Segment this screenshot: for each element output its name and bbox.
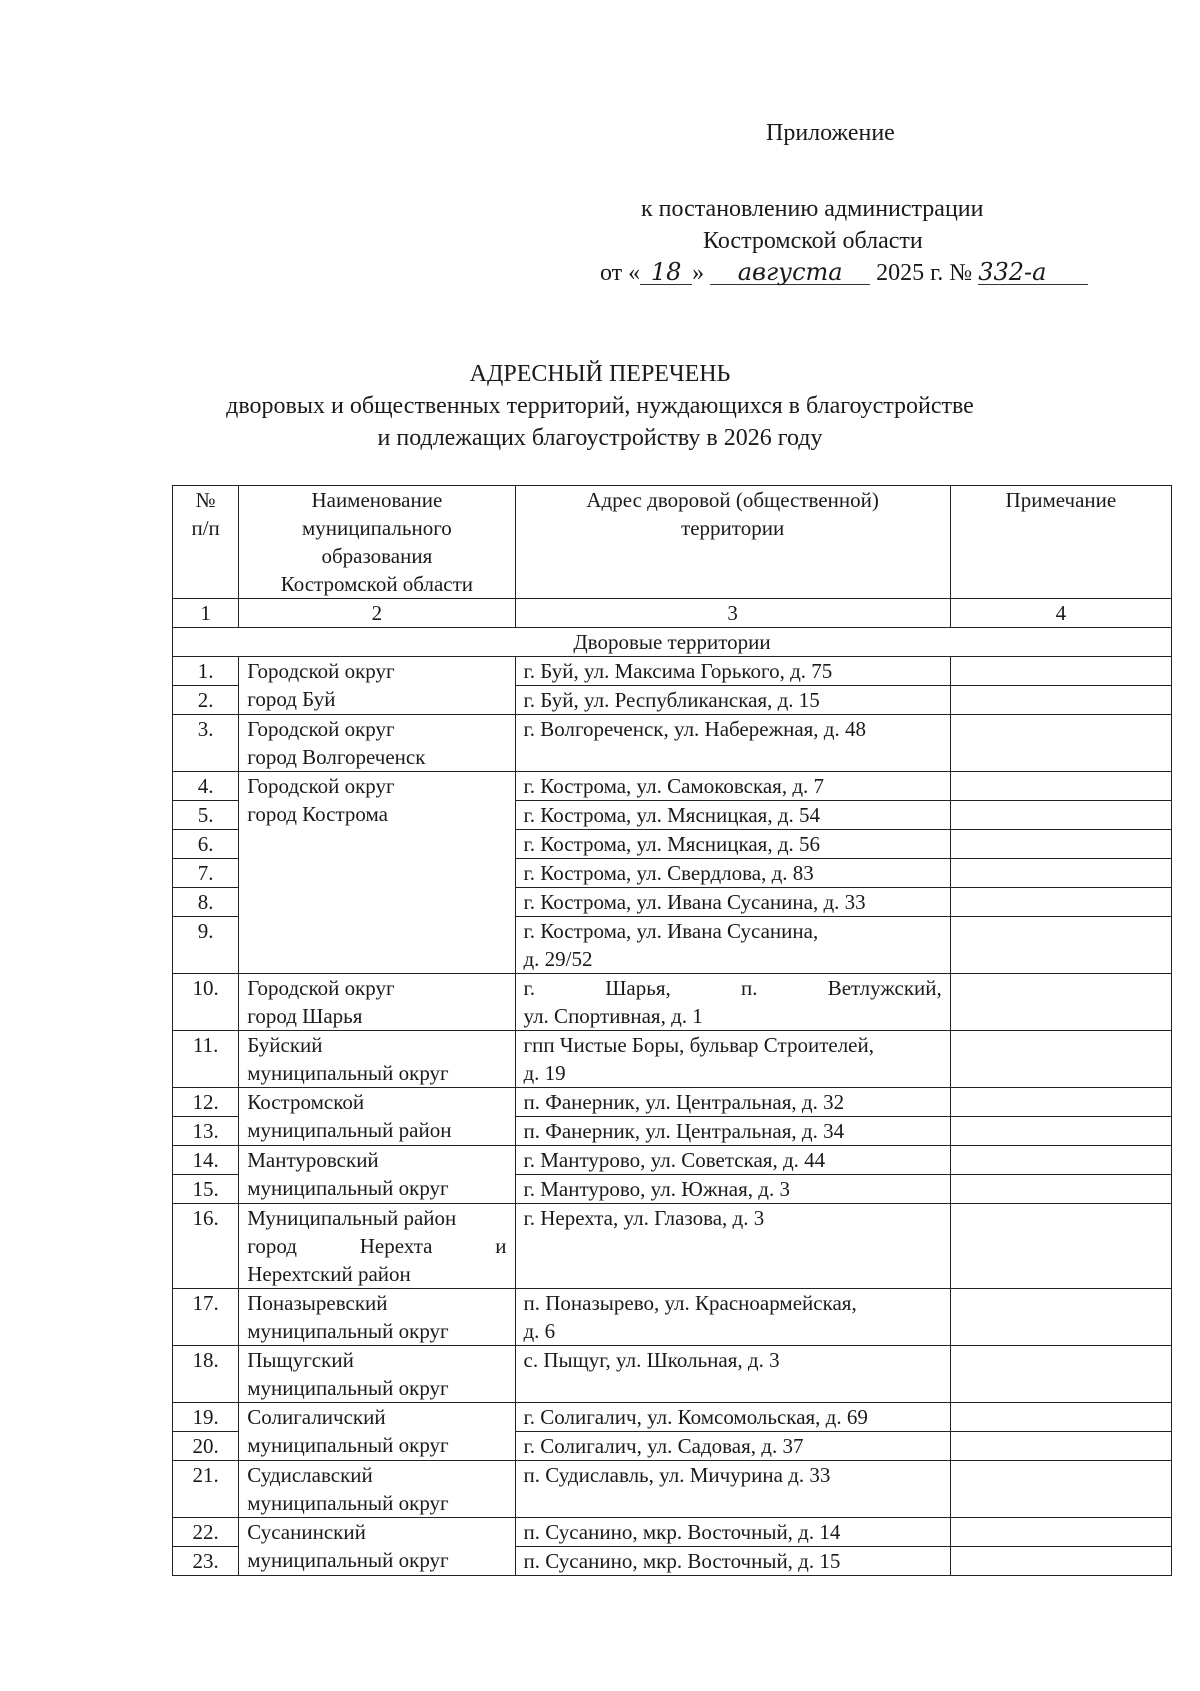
note-cell — [950, 1175, 1171, 1204]
row-number: 20. — [173, 1432, 239, 1461]
appendix-label: Приложение — [766, 120, 895, 146]
date-year: 2025 г. № — [876, 260, 973, 286]
municipality-line: Сусанинский — [247, 1520, 366, 1544]
address-line: п. Сусанино, мкр. Восточный, д. 14 — [523, 1520, 841, 1544]
municipality-line: Городской округ — [247, 659, 395, 683]
decree-date-line — [600, 260, 1088, 287]
document-title: АДРЕСНЫЙ ПЕРЕЧЕНЬ — [469, 361, 731, 387]
address-cell — [515, 974, 950, 1031]
row-number: 1. — [173, 657, 239, 686]
col-number: 2 — [239, 599, 515, 628]
municipality-line: Городской округ — [247, 774, 395, 798]
date-prefix: от « — [600, 260, 641, 286]
address-cell — [515, 917, 950, 974]
section-row — [173, 628, 1172, 657]
address-cell — [515, 657, 950, 686]
row-number: 16. — [173, 1204, 239, 1289]
table-row — [173, 657, 1172, 686]
municipality-line: муниципальный округ — [247, 1491, 449, 1515]
address-cell — [515, 1088, 950, 1117]
address-cell — [515, 772, 950, 801]
municipality-cell — [239, 1346, 515, 1403]
municipality-cell — [239, 1088, 515, 1146]
municipality-line: Городской округ — [247, 717, 395, 741]
note-cell — [950, 974, 1171, 1031]
date-month-handwritten: августа — [710, 260, 870, 285]
address-list-table — [172, 485, 1172, 1576]
address-line: г. Буй, ул. Республиканская, д. 15 — [523, 688, 820, 712]
address-cell — [515, 801, 950, 830]
municipality-cell — [239, 1461, 515, 1518]
municipality-line: город Волгореченск — [247, 745, 426, 769]
address-line: п. Фанерник, ул. Центральная, д. 34 — [523, 1119, 845, 1143]
date-mid: » — [692, 260, 705, 286]
municipality-line: муниципальный округ — [247, 1176, 449, 1200]
note-cell — [950, 1403, 1171, 1432]
address-line: д. 29/52 — [523, 947, 593, 971]
note-cell — [950, 830, 1171, 859]
municipality-line: Костромской — [247, 1090, 365, 1114]
municipality-line: Мантуровский — [247, 1148, 379, 1172]
municipality-line: город Нерехта и — [247, 1234, 507, 1258]
note-cell — [950, 1518, 1171, 1547]
address-line: г. Нерехта, ул. Глазова, д. 3 — [523, 1206, 765, 1230]
row-number: 2. — [173, 686, 239, 715]
row-number: 8. — [173, 888, 239, 917]
row-number: 3. — [173, 715, 239, 772]
municipality-line: Нерехтский район — [247, 1262, 411, 1286]
address-line: г. Солигалич, ул. Комсомольская, д. 69 — [523, 1405, 868, 1429]
address-line: г. Солигалич, ул. Садовая, д. 37 — [523, 1434, 804, 1458]
address-line: ул. Спортивная, д. 1 — [523, 1004, 703, 1028]
address-cell — [515, 1204, 950, 1289]
address-line: г. Кострома, ул. Свердлова, д. 83 — [523, 861, 814, 885]
note-cell — [950, 1346, 1171, 1403]
address-line: г. Кострома, ул. Самоковская, д. 7 — [523, 774, 825, 798]
municipality-cell — [239, 1403, 515, 1461]
address-cell — [515, 1403, 950, 1432]
note-cell — [950, 859, 1171, 888]
address-line: г. Шарья, п. Ветлужский, — [523, 976, 942, 1000]
address-line: п. Поназырево, ул. Красноармейская, — [523, 1291, 857, 1315]
note-cell — [950, 1117, 1171, 1146]
address-cell — [515, 686, 950, 715]
municipality-line: Судиславский — [247, 1463, 373, 1487]
municipality-line: муниципальный округ — [247, 1376, 449, 1400]
header-note: Примечание — [950, 486, 1171, 599]
address-line: д. 19 — [523, 1061, 566, 1085]
address-cell — [515, 1547, 950, 1576]
row-number: 15. — [173, 1175, 239, 1204]
municipality-line: муниципальный округ — [247, 1061, 449, 1085]
row-number: 18. — [173, 1346, 239, 1403]
row-number: 22. — [173, 1518, 239, 1547]
header-num: № п/п — [173, 486, 239, 599]
address-cell — [515, 1289, 950, 1346]
municipality-cell — [239, 1031, 515, 1088]
municipality-line: муниципальный округ — [247, 1548, 449, 1572]
address-cell — [515, 859, 950, 888]
note-cell — [950, 1146, 1171, 1175]
municipality-line: муниципальный округ — [247, 1433, 449, 1457]
municipality-line: город Буй — [247, 687, 336, 711]
section-title: Дворовые территории — [173, 628, 1172, 657]
municipality-line: Пыщугский — [247, 1348, 354, 1372]
decree-reference-line2: Костромской области — [703, 228, 923, 254]
row-number: 13. — [173, 1117, 239, 1146]
municipality-line: город Шарья — [247, 1004, 363, 1028]
document-subtitle-line1: дворовых и общественных территорий, нуждающихся в благоустройстве — [226, 393, 974, 419]
note-cell — [950, 917, 1171, 974]
row-number: 23. — [173, 1547, 239, 1576]
column-number-row — [173, 599, 1172, 628]
address-line: п. Судиславль, ул. Мичурина д. 33 — [523, 1463, 831, 1487]
document-subtitle-line2: и подлежащих благоустройству в 2026 году — [377, 425, 823, 451]
col-number: 3 — [515, 599, 950, 628]
row-number: 6. — [173, 830, 239, 859]
address-cell — [515, 715, 950, 772]
note-cell — [950, 1461, 1171, 1518]
decree-reference-line1: к постановлению администрации — [641, 196, 984, 222]
municipality-line: Солигаличский — [247, 1405, 386, 1429]
row-number: 12. — [173, 1088, 239, 1117]
address-cell — [515, 1146, 950, 1175]
address-line: гпп Чистые Боры, бульвар Строителей, — [523, 1033, 874, 1057]
table-row — [173, 1088, 1172, 1117]
header-municipality: Наименование муниципального образования Костромской области — [239, 486, 515, 599]
address-line: г. Буй, ул. Максима Горького, д. 75 — [523, 659, 833, 683]
municipality-line: Поназыревский — [247, 1291, 388, 1315]
note-cell — [950, 657, 1171, 686]
address-cell — [515, 888, 950, 917]
table-row — [173, 1461, 1172, 1518]
address-line: г. Кострома, ул. Мясницкая, д. 56 — [523, 832, 821, 856]
municipality-line: Городской округ — [247, 976, 395, 1000]
col-number: 1 — [173, 599, 239, 628]
table-row — [173, 1289, 1172, 1346]
note-cell — [950, 686, 1171, 715]
note-cell — [950, 1547, 1171, 1576]
row-number: 17. — [173, 1289, 239, 1346]
address-line: г. Кострома, ул. Мясницкая, д. 54 — [523, 803, 821, 827]
municipality-cell — [239, 772, 515, 974]
note-cell — [950, 888, 1171, 917]
municipality-line: муниципальный район — [247, 1118, 452, 1142]
col-number: 4 — [950, 599, 1171, 628]
note-cell — [950, 1204, 1171, 1289]
address-cell — [515, 1117, 950, 1146]
address-cell — [515, 1175, 950, 1204]
table-row — [173, 1146, 1172, 1175]
row-number: 21. — [173, 1461, 239, 1518]
header-address: Адрес дворовой (общественной) территории — [515, 486, 950, 599]
municipality-cell — [239, 715, 515, 772]
row-number: 19. — [173, 1403, 239, 1432]
address-line: с. Пыщуг, ул. Школьная, д. 3 — [523, 1348, 780, 1372]
address-line: п. Фанерник, ул. Центральная, д. 32 — [523, 1090, 845, 1114]
address-line: г. Кострома, ул. Ивана Сусанина, — [523, 919, 819, 943]
municipality-line: город Кострома — [247, 802, 388, 826]
date-day-handwritten: 18 — [640, 260, 692, 285]
table-row — [173, 1031, 1172, 1088]
note-cell — [950, 1289, 1171, 1346]
address-line: г. Мантурово, ул. Советская, д. 44 — [523, 1148, 826, 1172]
municipality-cell — [239, 1518, 515, 1576]
row-number: 14. — [173, 1146, 239, 1175]
row-number: 9. — [173, 917, 239, 974]
row-number: 11. — [173, 1031, 239, 1088]
municipality-cell — [239, 974, 515, 1031]
row-number: 10. — [173, 974, 239, 1031]
municipality-line: Буйский — [247, 1033, 323, 1057]
address-cell — [515, 1461, 950, 1518]
note-cell — [950, 1088, 1171, 1117]
doc-number-handwritten: 332-а — [978, 260, 1088, 285]
address-cell — [515, 1518, 950, 1547]
note-cell — [950, 1432, 1171, 1461]
address-cell — [515, 830, 950, 859]
table-row — [173, 1518, 1172, 1547]
note-cell — [950, 715, 1171, 772]
municipality-cell — [239, 657, 515, 715]
address-line: г. Мантурово, ул. Южная, д. 3 — [523, 1177, 790, 1201]
municipality-line: муниципальный округ — [247, 1319, 449, 1343]
note-cell — [950, 801, 1171, 830]
address-cell — [515, 1031, 950, 1088]
municipality-cell — [239, 1204, 515, 1289]
address-line: г. Волгореченск, ул. Набережная, д. 48 — [523, 717, 866, 741]
address-line: п. Сусанино, мкр. Восточный, д. 15 — [523, 1549, 841, 1573]
municipality-cell — [239, 1146, 515, 1204]
table-row — [173, 974, 1172, 1031]
address-cell — [515, 1432, 950, 1461]
address-line: г. Кострома, ул. Ивана Сусанина, д. 33 — [523, 890, 866, 914]
municipality-line: Муниципальный район — [247, 1206, 457, 1230]
note-cell — [950, 1031, 1171, 1088]
table-row — [173, 772, 1172, 801]
table-row — [173, 1403, 1172, 1432]
table-row — [173, 715, 1172, 772]
row-number: 7. — [173, 859, 239, 888]
address-line: д. 6 — [523, 1319, 556, 1343]
row-number: 5. — [173, 801, 239, 830]
address-cell — [515, 1346, 950, 1403]
row-number: 4. — [173, 772, 239, 801]
table-header-row — [173, 486, 1172, 599]
table-row — [173, 1346, 1172, 1403]
note-cell — [950, 772, 1171, 801]
municipality-cell — [239, 1289, 515, 1346]
table-row — [173, 1204, 1172, 1289]
